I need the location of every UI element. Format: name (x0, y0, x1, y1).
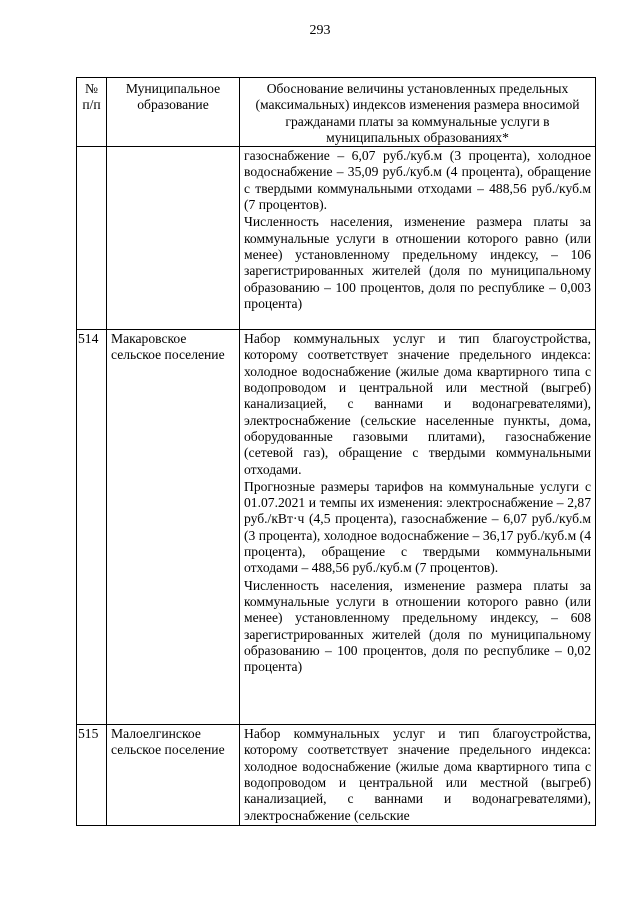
justification-cell (240, 725, 596, 826)
table-row (77, 725, 596, 826)
municipality-name (107, 147, 240, 330)
municipality-name: Малоелгинское сельское поселение (107, 725, 240, 826)
justification-paragraph: Прогнозные размеры тарифов на коммунальные услуги с 01.07.2021 и темпы их изменения: электроснабжение – 2,87 руб./кВт·ч (4,5 процента), газоснабжение – 6,07 руб./куб.м (3 процента), холодное водоснабжение – 36,17 руб./куб.м (4 процента), обращение с твердыми коммунальными отходами – 488,56 руб./куб.м (7 процентов). (244, 478, 591, 576)
municipality-name: Макаровское сельское поселение (107, 330, 240, 725)
header-municipality: Муниципальное образование (107, 78, 240, 147)
justification-paragraph: Численность населения, изменение размера платы за коммунальные услуги в отношении которого равно (или менее) установленному предельному индексу, – 106 зарегистрированных жителей (доля по муниципальному образованию – 100 процентов, доля по республике – 0,003 процента) (244, 214, 591, 311)
justification-paragraph: Набор коммунальных услуг и тип благоустройства, которому соответствует значение предельного индекса: холодное водоснабжение (жилые дома квартирного типа с водопроводом и центральной или местной (выгреб) канализацией, с ваннами и водонагревателями), электроснабжение (сельские населенные пункты, дома, оборудованные газовыми плитами), газоснабжение (сетевой газ), обращение с твердыми коммунальными отходами. (244, 331, 591, 477)
justification-paragraph: Численность населения, изменение размера платы за коммунальные услуги в отношении которого равно (или менее) установленному предельному индексу, – 608 зарегистрированных жителей (доля по муниципальному образованию – 100 процентов, доля по республике – 0,02 процента) (244, 577, 591, 675)
header-justification: Обоснование величины установленных предельных (максимальных) индексов изменения размера вносимой гражданами платы за коммунальные услуги в муниципальных образованиях* (240, 78, 596, 147)
header-number: № п/п (77, 78, 107, 147)
row-number: 514 (77, 330, 107, 725)
table-row (77, 330, 596, 725)
justification-cell (240, 147, 596, 330)
row-number (77, 147, 107, 330)
row-number: 515 (77, 725, 107, 826)
tariff-justification-table (76, 77, 596, 826)
page-number: 293 (309, 23, 331, 38)
table-row (77, 147, 596, 330)
justification-cell (240, 330, 596, 725)
justification-paragraph: Набор коммунальных услуг и тип благоустройства, которому соответствует значение предельного индекса: холодное водоснабжение (жилые дома квартирного типа с водопроводом и центральной или местной (выгреб) канализацией, с ваннами и водонагревателями), электроснабжение (сельские (244, 726, 591, 823)
justification-paragraph: газоснабжение – 6,07 руб./куб.м (3 процента), холодное водоснабжение – 35,09 руб./куб.м (4 процента), обращение с твердыми коммунальными отходами – 488,56 руб./куб.м (7 процентов). (244, 148, 591, 213)
table-header-row (77, 78, 596, 147)
